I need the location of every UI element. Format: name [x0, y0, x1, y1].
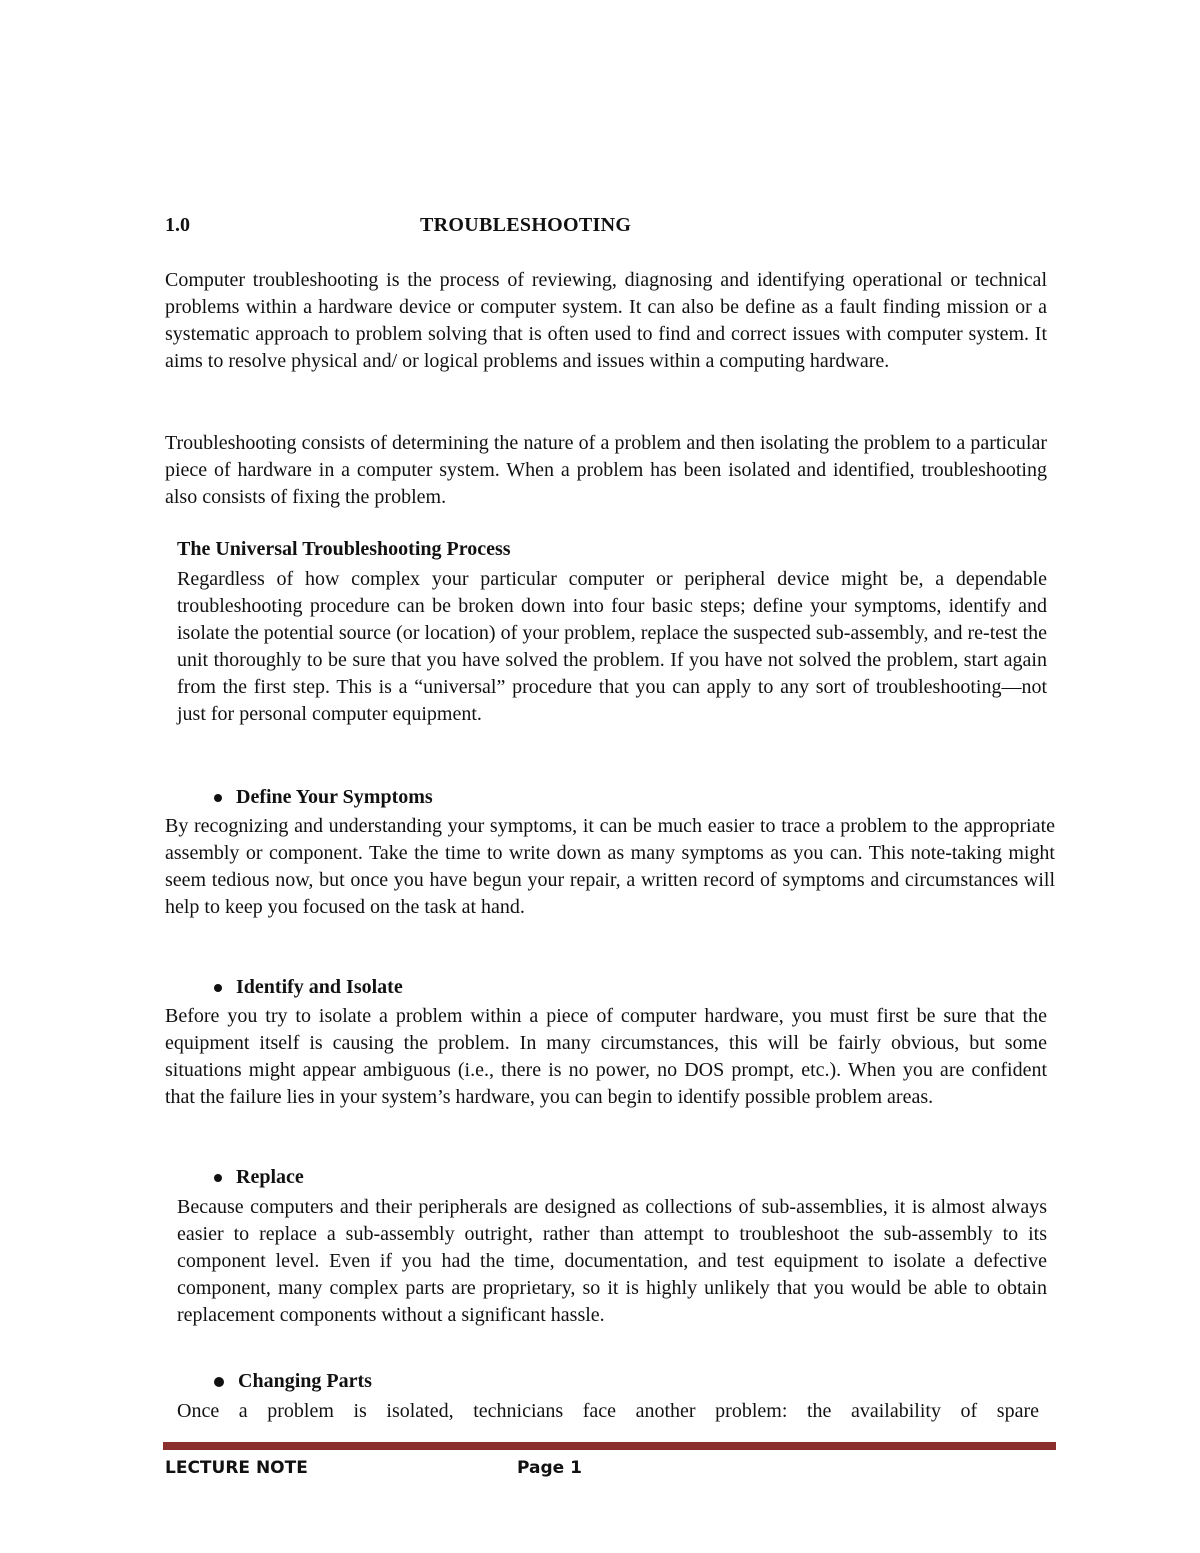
section-number: 1.0: [165, 214, 190, 236]
bullet-icon: [214, 1377, 224, 1387]
identify-isolate-paragraph: Before you try to isolate a problem within a piece of computer hardware, you must first be sure that the equipment itself is causing the problem. In many circumstances, this will be fairly obvious, but some situations might appear ambiguous (i.e., there is no power, no DOS prompt, etc.). When you are confident that the failure lies in your system’s hardware, you can begin to identify possible problem areas.: [165, 1005, 1047, 1108]
changing-parts-label: Changing Parts: [238, 1370, 372, 1392]
footer-page-number: Page 1: [517, 1458, 582, 1478]
replace-label: Replace: [236, 1166, 304, 1188]
intro-paragraph: Computer troubleshooting is the process of reviewing, diagnosing and identifying operational or technical problems within a hardware device or computer system. It can also be define as a fault finding mission or a systematic approach to problem solving that is often used to find and correct issues with computer system. It aims to resolve physical and/ or logical problems and issues within a computing hardware.: [165, 269, 1047, 372]
footer-divider: [163, 1442, 1056, 1450]
replace-heading: [214, 1166, 304, 1189]
define-symptoms-paragraph: By recognizing and understanding your symptoms, it can be much easier to trace a problem to the appropriate assembly or component. Take the time to write down as many symptoms as you can. This note-taking might seem tedious now, but once you have begun your repair, a written record of symptoms and circumstances will help to keep you focused on the task at hand.: [165, 815, 1055, 918]
replace-paragraph: Because computers and their peripherals are designed as collections of sub-assemblies, it is almost always easier to replace a sub-assembly outright, rather than attempt to troubleshoot the sub-assembly to its component level. Even if you had the time, documentation, and test equipment to isolate a defective component, many complex parts are proprietary, so it is highly unlikely that you would be able to obtain replacement components without a significant hassle.: [177, 1196, 1047, 1326]
bullet-icon: [214, 794, 222, 802]
bullet-icon: [214, 1174, 222, 1182]
define-symptoms-heading: [214, 786, 433, 809]
universal-process-paragraph: Regardless of how complex your particular computer or peripheral device might be, a dependable troubleshooting procedure can be broken down into four basic steps; define your symptoms, identify and isolate the potential source (or location) of your problem, replace the suspected sub-assembly, and re-test the unit thoroughly to be sure that you have solved the problem. If you have not solved the problem, start again from the first step. This is a “universal” procedure that you can apply to any sort of troubleshooting—not just for personal computer equipment.: [177, 568, 1047, 725]
universal-process-heading: The Universal Troubleshooting Process: [177, 538, 511, 560]
changing-parts-heading: [214, 1370, 372, 1393]
nature-paragraph: Troubleshooting consists of determining the nature of a problem and then isolating the problem to a particular piece of hardware in a computer system. When a problem has been isolated and identified, troubleshooting also consists of fixing the problem.: [165, 432, 1047, 508]
identify-isolate-heading: [214, 976, 403, 999]
define-symptoms-label: Define Your Symptoms: [236, 786, 433, 808]
section-heading: [165, 214, 1055, 242]
section-title: TROUBLESHOOTING: [420, 214, 632, 236]
footer-lecture-note: LECTURE NOTE: [165, 1458, 308, 1478]
changing-parts-paragraph: Once a problem is isolated, technicians face another problem: the availability of spare: [177, 1400, 1039, 1422]
bullet-icon: [214, 984, 222, 992]
identify-isolate-label: Identify and Isolate: [236, 976, 403, 998]
